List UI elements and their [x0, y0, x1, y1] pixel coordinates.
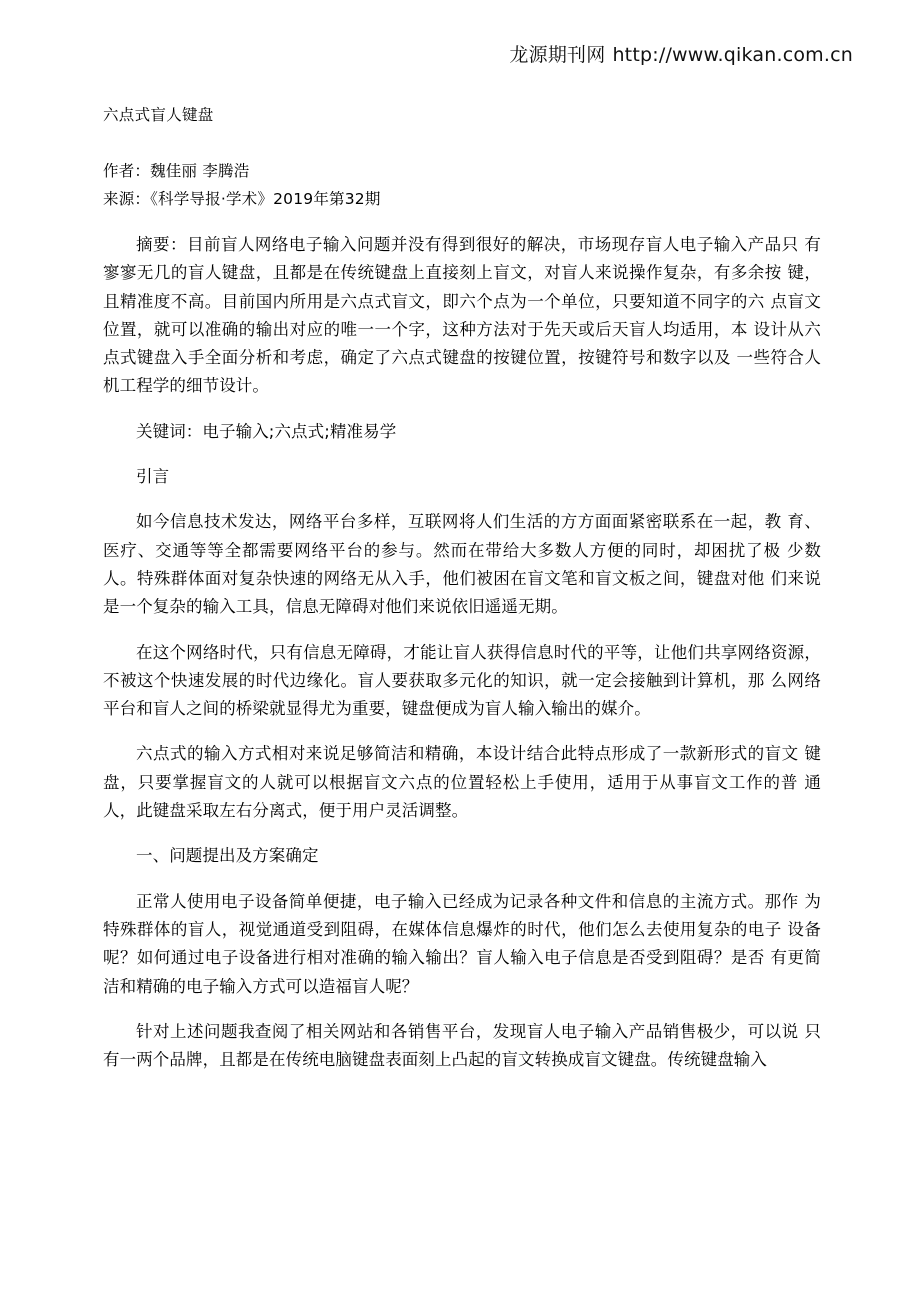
article-abstract: 摘要：目前盲人网络电子输入问题并没有得到很好的解决，市场现存盲人电子输入产品只 有寥寥无几的盲人键盘，且都是在传统键盘上直接刻上盲文，对盲人来说操作复杂，有多余按 键，且精准度不高。目前国内所用是六点式盲文，即六个点为一个单位，只要知道不同字的六 点盲文位置，就可以准确的输出对应的唯一一个字，这种方法对于先天或后天盲人均适用，本 设计从六点式键盘入手全面分析和考虑，确定了六点式键盘的按键位置，按键符号和数字以及 一些符合人机工程学的细节设计。 [103, 235, 821, 396]
section-one-paragraph-1: 正常人使用电子设备简单便捷，电子输入已经成为记录各种文件和信息的主流方式。那作 为特殊群体的盲人，视觉通道受到阻碍，在媒体信息爆炸的时代，他们怎么去使用复杂的电子 设备呢？如何通过电子设备进行相对准确的输入输出？盲人输入电子信息是否受到阻碍？是否 有更简洁和精确的电子输入方式可以造福盲人呢？ [103, 891, 821, 996]
article-keywords: 关键词：电子输入;六点式;精准易学 [136, 421, 397, 441]
intro-heading: 引言 [136, 467, 170, 487]
site-header [0, 42, 853, 68]
section-one-heading: 一、问题提出及方案确定 [136, 846, 319, 866]
intro-paragraph-1: 如今信息技术发达，网络平台多样，互联网将人们生活的方方面面紧密联系在一起，教 育、医疗、交通等等全都需要网络平台的参与。然而在带给大多数人方便的同时，却困扰了极 少数人。特殊群体面对复杂快速的网络无从入手，他们被困在盲文笔和盲文板之间，键盘对他 们来说是一个复杂的输入工具，信息无障碍对他们来说依旧遥遥无期。 [103, 512, 821, 617]
site-brand-label: 龙源期刊网 [509, 44, 606, 66]
article-body [103, 103, 821, 1074]
article-author: 作者：魏佳丽 李腾浩 [103, 162, 250, 180]
section-one-paragraph-2: 针对上述问题我查阅了相关网站和各销售平台，发现盲人电子输入产品销售极少，可以说 只有一两个品牌，且都是在传统电脑键盘表面刻上凸起的盲文转换成盲文键盘。传统键盘输入 [103, 1021, 821, 1070]
site-url-label: http://www.qikan.com.cn [612, 44, 853, 66]
intro-paragraph-3: 六点式的输入方式相对来说足够简洁和精确，本设计结合此特点形成了一款新形式的盲文 键盘，只要掌握盲文的人就可以根据盲文六点的位置轻松上手使用，适用于从事盲文工作的普 通人，此键盘采取左右分离式，便于用户灵活调整。 [103, 744, 821, 821]
article-title: 六点式盲人键盘 [103, 106, 214, 124]
article-source: 来源：《科学导报·学术》2019年第32期 [103, 190, 381, 208]
intro-paragraph-2: 在这个网络时代，只有信息无障碍，才能让盲人获得信息时代的平等，让他们共享网络资源，不被这个快速发展的时代边缘化。盲人要获取多元化的知识，就一定会接触到计算机，那 么网络平台和盲人之间的桥梁就显得尤为重要，键盘便成为盲人输入输出的媒介。 [103, 642, 821, 719]
